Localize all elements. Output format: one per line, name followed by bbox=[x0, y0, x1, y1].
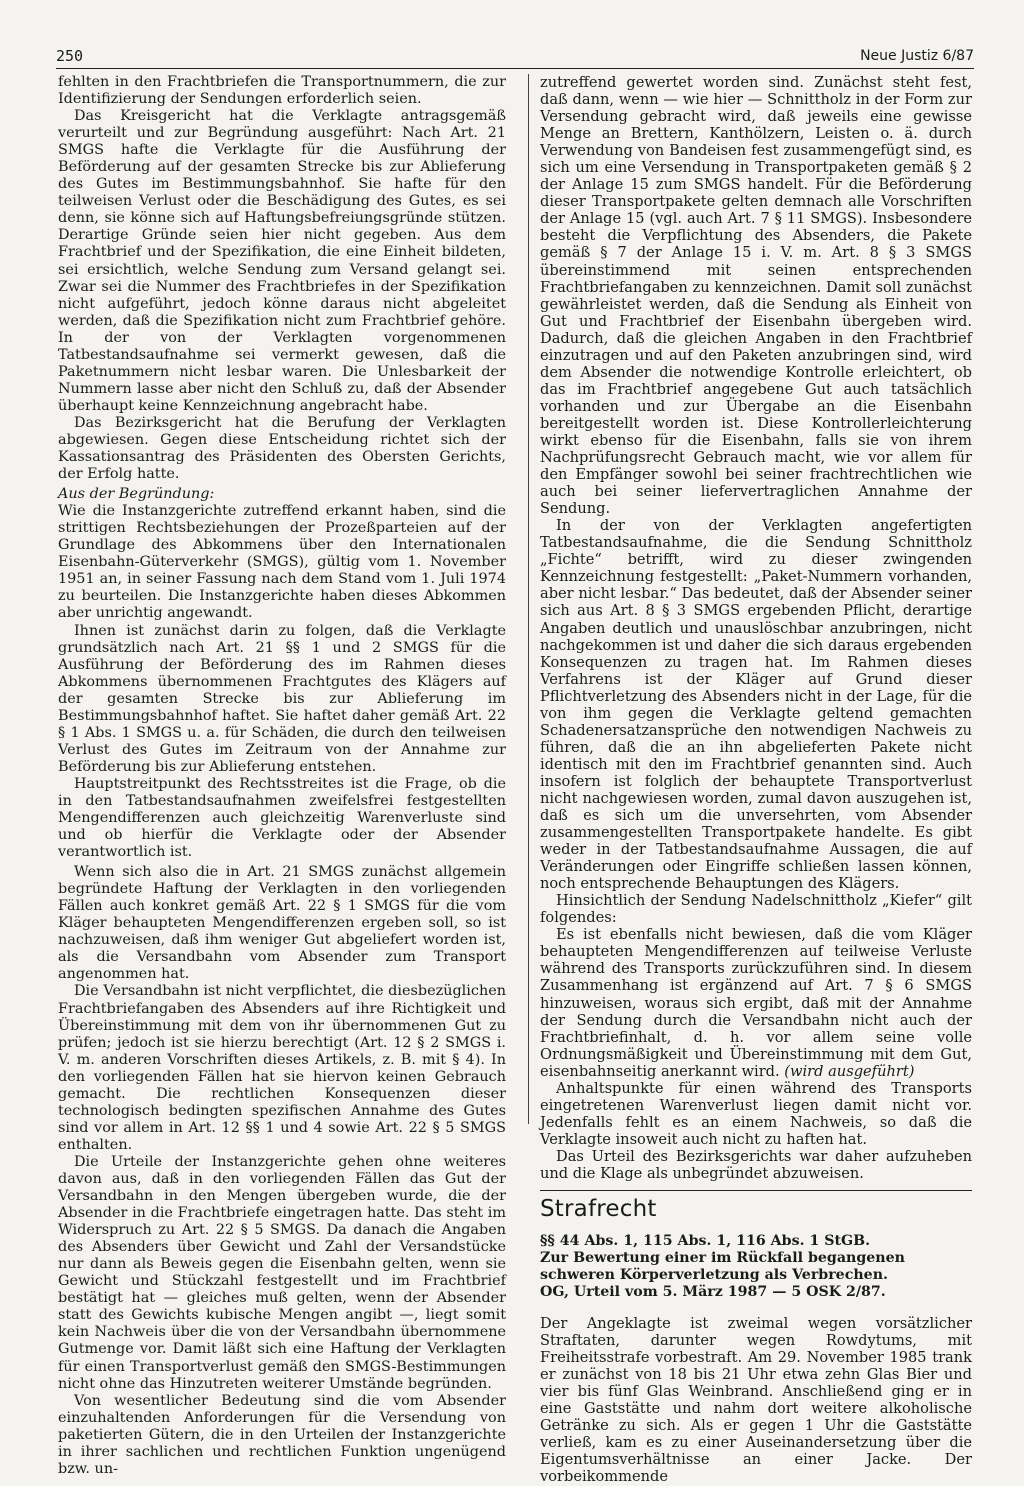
section-rule bbox=[540, 1190, 972, 1191]
page-header bbox=[56, 44, 974, 68]
paragraph: Hauptstreitpunkt des Rechtsstreites ist die Frage, ob die in den Tatbestandsaufnahmen zweifelsfrei festgestellten Mengendifferenzen auch gleichzeitig Warenverluste sind und ob hierfür die Verklagte oder der Absender verantwortlich ist. bbox=[58, 775, 506, 861]
page-number: 250 bbox=[56, 47, 84, 65]
paragraph: Wie die Instanzgerichte zutreffend erkannt haben, sind die strittigen Rechtsbeziehungen der Prozeßparteien auf der Grundlage des Abkommens über den Internationalen Eisenbahn-Güterverkehr (SMGS), gültig vom 1. November 1951 an, in seiner Fassung nach dem Stand vom 1. Juli 1974 zu beurteilen. Die Instanzgerichte haben dieses Abkommen aber unrichtig angewandt. bbox=[58, 503, 506, 622]
headnote-statutes: §§ 44 Abs. 1, 115 Abs. 1, 116 Abs. 1 StGB. bbox=[540, 1233, 871, 1250]
section-title: Strafrecht bbox=[540, 1196, 657, 1223]
headnote-citation: OG, Urteil vom 5. März 1987 — 5 OSK 2/87. bbox=[540, 1284, 886, 1301]
paragraph bbox=[540, 926, 972, 1079]
paragraph: In der von der Verklagten angefertigten Tatbestandsaufnahme, die die Sendung Schnittholz „Fichte“ betrifft, wird zu dieser zwingenden Kennzeichnung festgestellt: „Paket-Nummern vorhanden, aber nicht lesbar.“ Das bedeutet, daß der Absender seiner sich aus Art. 8 § 3 SMGS ergebenden Pflicht, derartige Angaben deutlich und unauslöschbar anzubringen, nicht nachgekommen ist und daher die sich daraus ergebenden Konsequenzen zu tragen hat. Im Rahmen dieses Verfahrens ist der Kläger auf Grund dieser Pflichtverletzung des Absenders nicht in der Lage, für die von ihm gegen die Verklagte geltend gemachten Schadenersatzansprüche den notwendigen Nachweis zu führen, daß die an ihn abgelieferten Pakete nicht identisch mit den im Frachtbrief genannten sind. Auch insofern ist folglich der behauptete Transportverlust nicht nachgewiesen worden, zumal davon auszugehen ist, daß es sich um die unversehrten, vom Absender zusammengestellten Transportpakete handelte. Es gibt weder in der Tatbestandsaufnahme Aussagen, die auf Veränderungen oder Eingriffe schließen lassen können, noch entsprechende Behauptungen des Klägers. bbox=[540, 517, 972, 893]
paragraph: Ihnen ist zunächst darin zu folgen, daß die Verklagte grundsätzlich nach Art. 21 §§ 1 und 2 SMGS für die Ausführung der Beförderung des im Rahmen dieses Abkommens übernommenen Frachtgutes des Klägers auf der gesamten Strecke bis zur Ablieferung im Bestimmungsbahnhof haftet. Sie haftet daher gemäß Art. 22 § 1 Abs. 1 SMGS u. a. für Schäden, die durch den teilweisen Verlust des Gutes im Zeitraum von der Annahme zur Beförderung bis zur Ablieferung entstehen. bbox=[58, 622, 506, 775]
left-column bbox=[58, 74, 506, 1477]
paragraph: Wenn sich also die in Art. 21 SMGS zunächst allgemein begründete Haftung der Verklagten in den vorliegenden Fällen auch konkret gemäß Art. 22 § 1 SMGS für die vom Kläger behaupteten Mengendifferenzen ergeben soll, so ist nachzuweisen, daß ihm weniger Gut abgeliefert worden ist, als die Versandbahn vom Absender zum Transport angenommen hat. bbox=[58, 864, 506, 983]
paragraph: zutreffend gewertet worden sind. Zunächst steht fest, daß dann, wenn — wie hier — Schnittholz in der Form zur Versendung gebracht wird, daß jeweils eine gewisse Menge an Brettern, Kanthölzern, Leisten o. ä. durch Verwendung von Bandeisen fest zusammengefügt sind, es sich um eine Versendung in Transportpaketen gemäß § 2 der Anlage 15 zum SMGS handelt. Für die Beförderung dieser Transportpakete gelten demnach alle Vorschriften der Anlage 15 (vgl. auch Art. 7 § 11 SMGS). Insbesondere besteht die Verpflichtung des Absenders, die Pakete gemäß § 7 der Anlage 15 i. V. m. Art. 8 § 3 SMGS übereinstimmend mit seinen entsprechenden Frachtbriefangaben zu kennzeichnen. Damit soll zunächst gewährleistet werden, daß die Sendung als Einheit von Gut und Frachtbrief der Eisenbahn übergeben wird. Dadurch, daß die gleichen Angaben in den Frachtbrief einzutragen und auf den Paketen anzubringen sind, wird dem Absender die notwendige Kontrolle erleichtert, ob das im Frachtbrief angegebene Gut auch tatsächlich vorhanden und zur Übergabe an die Eisenbahn bereitgestellt worden ist. Diese Kontrollerleichterung wirkt ebenso für die Eisenbahn, falls sie von ihrem Nachprüfungsrecht Gebrauch macht, wie vor allem für den Empfänger sowohl bei seiner frachtrechtlichen wie auch bei seiner liefervertraglichen Annahme der Sendung. bbox=[540, 74, 972, 518]
paragraph: Die Versandbahn ist nicht verpflichtet, die diesbezüglichen Frachtbriefangaben des Absenders auf ihre Richtigkeit und Übereinstimmung mit dem von ihr übernommenen Gut zu prüfen; jedoch ist sie hierzu berechtigt (Art. 12 § 2 SMGS i. V. m. anderen Vorschriften dieses Artikels, z. B. mit § 4). In den vorliegenden Fällen hat sie hiervon keinen Gebrauch gemacht. Die rechtlichen Konsequenzen dieser technologisch bedingten spezifischen Annahme des Gutes sind vor allem in Art. 12 §§ 1 und 4 sowie Art. 22 § 5 SMGS enthalten. bbox=[58, 983, 506, 1153]
paragraph: Hinsichtlich der Sendung Nadelschnittholz „Kiefer“ gilt folgendes: bbox=[540, 892, 972, 927]
header-rule bbox=[56, 68, 974, 69]
paragraph: Das Kreisgericht hat die Verklagte antragsgemäß verurteilt und zur Begründung ausgeführt: Nach Art. 21 SMGS hafte die Verklagte für die Ausführung der Beförderung auf der gesamten Strecke bis zur Ablieferung des Gutes im Bestimmungsbahnhof. Sie hafte für den teilweisen Verlust oder die Beschädigung des Gutes, es sei denn, sie könne sich auf Haftungsbefreiungsgründe stützen. Derartige Gründe seien hier nicht gegeben. Aus dem Frachtbrief und der Spezifikation, die eine Einheit bildeten, sei ersichtlich, welche Sendung zum Versand gelangt sei. Zwar sei die Nummer des Frachtbriefes in der Spezifikation nicht aufgeführt, jedoch könne daraus nicht abgeleitet werden, daß die Spezifikation nicht zum Frachtbrief gehöre. In der von der Verklagten vorgenommenen Tatbestandsaufnahme sei vermerkt gewesen, daß die Paketnummern nicht lesbar waren. Die Unlesbarkeit der Nummern lasse aber nicht den Schluß zu, daß der Absender überhaupt keine Kennzeichnung angebracht habe. bbox=[58, 108, 506, 414]
paragraph: Das Urteil des Bezirksgerichts war daher aufzuheben und die Klage als unbegründet abzuweisen. bbox=[540, 1147, 972, 1182]
editorial-note: (wird ausgeführt) bbox=[784, 1062, 915, 1080]
paragraph: Das Bezirksgericht hat die Berufung der Verklagten abgewiesen. Gegen diese Entscheidung richtet sich der Kassationsantrag des Präsidenten des Obersten Gerichts, der Erfolg hatte. bbox=[58, 414, 506, 483]
paragraph: Von wesentlicher Bedeutung sind die vom Absender einzuhaltenden Anforderungen für die Versendung von paketierten Gütern, die in den Urteilen der Instanzgerichte in ihrer sachlichen und rechtlichen Funktion ungenügend bzw. un- bbox=[58, 1392, 506, 1477]
paragraph: Anhaltspunkte für einen während des Transports eingetretenen Warenverlust liegen damit nicht vor. Jedenfalls fehlt es an einem Nachweis, so daß die Verklagte insoweit auch nicht zu haften hat. bbox=[540, 1079, 972, 1148]
paragraph: fehlten in den Frachtbriefen die Transportnummern, die zur Identifizierung der Sendungen erforderlich seien. bbox=[58, 74, 506, 108]
headnote-principle: Zur Bewertung einer im Rückfall begangenen schweren Körperverletzung als Verbrechen. bbox=[540, 1250, 905, 1284]
subheading: Aus der Begründung: bbox=[58, 486, 215, 503]
journal-issue: Neue Justiz 6/87 bbox=[860, 48, 974, 64]
right-column bbox=[540, 74, 972, 1486]
paragraph: Die Urteile der Instanzgerichte gehen ohne weiteres davon aus, daß in den vorliegenden Fällen das Gut der Versandbahn in den Mengen übergeben wurde, die der Absender in die Frachtbriefe eingetragen hatte. Das steht im Widerspruch zu Art. 22 § 5 SMGS. Da danach die Angaben des Absenders über Gewicht und Zahl der Versandstücke nur dann als Beweis gegen die Eisenbahn gelten, wenn sie Gewicht und Stückzahl festgestellt und im Frachtbrief bestätigt hat — gleiches muß gelten, wenn der Absender statt des Gewichts kubische Mengen angibt —, liegt somit kein Nachweis über die von der Versandbahn übernommene Gutmenge vor. Damit läßt sich eine Haftung der Verklagten für einen Transportverlust gemäß den SMGS-Bestimmungen nicht ohne das Hinzutreten weiterer Umstände begründen. bbox=[58, 1153, 506, 1392]
paragraph: Der Angeklagte ist zweimal wegen vorsätzlicher Straftaten, darunter wegen Rowdytums, mit Freiheitsstrafe vorbestraft. Am 29. November 1985 trank er zunächst von 18 bis 21 Uhr etwa zehn Glas Bier und vier bis fünf Glas Weinbrand. Anschließend ging er in eine Gaststätte und nahm dort weitere alkoholische Getränke zu sich. Als er gegen 1 Uhr die Gaststätte verließ, kam es zu einer Auseinandersetzung über die Eigentumsverhältnisse an einer Jacke. Der vorbeikommende bbox=[540, 1315, 972, 1486]
column-divider bbox=[528, 74, 529, 1124]
paragraph-text: Es ist ebenfalls nicht bewiesen, daß die vom Kläger behaupteten Mengendifferenzen auf teilweise Verluste während des Transports zurückzuführen sind. In diesem Zusammenhang ist ergänzend auf Art. 7 § 6 SMGS hinzuweisen, woraus sich ergibt, daß mit der Annahme der Sendung durch die Versandbahn nicht auch der Frachtbriefinhalt, d. h. vor allem seine volle Ordnungsmäßigkeit und Übereinstimmung mit dem Gut, eisenbahnseitig anerkannt wird. bbox=[540, 926, 972, 1080]
